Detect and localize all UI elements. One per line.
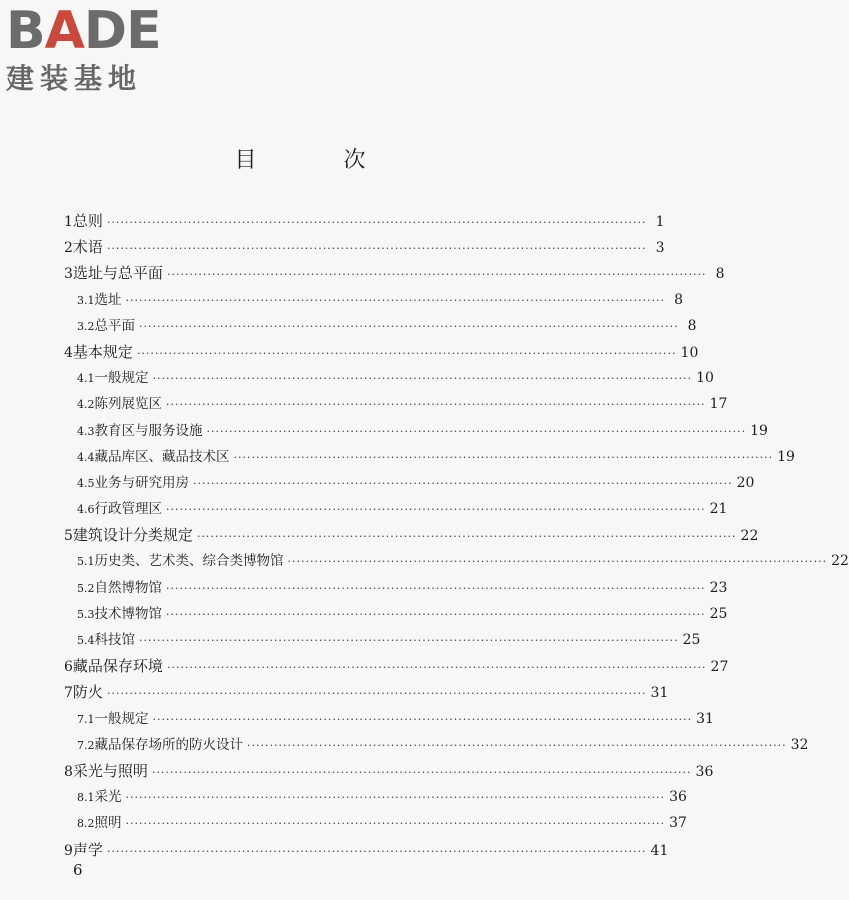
toc-entry-page: 21 (709, 501, 728, 518)
toc-entry-page: 31 (696, 710, 714, 727)
toc-leader-dots: ························································································································ (151, 765, 692, 779)
toc-entry-label: 一般规定 (94, 370, 149, 387)
toc-entry (64, 234, 665, 260)
toc-entry-number: 6 (64, 659, 73, 676)
toc-entry-label: 行政管理区 (94, 501, 162, 518)
toc-entry-number: 5 (64, 528, 73, 545)
logo-wordmark (6, 1, 181, 61)
toc-entry-page: 23 (709, 579, 728, 596)
page-title: 目 次 (234, 148, 406, 173)
toc-entry-label: 科技馆 (94, 632, 135, 648)
toc-entry-page: 8 (715, 266, 725, 283)
toc-entry-label: 采光与照明 (72, 761, 148, 780)
toc-entry-number: 8 (64, 763, 73, 780)
toc-entry (64, 706, 714, 732)
page-number: 6 (73, 861, 83, 879)
toc-entry-page: 36 (669, 789, 687, 806)
toc-leader-dots: ························································································································ (287, 555, 828, 569)
toc-leader-dots: ························································································································ (166, 503, 706, 517)
toc-entry-number: 5.3 (77, 607, 95, 621)
toc-entry-number: 7.2 (77, 738, 95, 752)
toc-leader-dots: ························································································································ (125, 791, 666, 805)
toc-entry-number: 8.2 (77, 817, 95, 831)
toc-entry-number: 4.5 (77, 476, 95, 490)
toc-entry (64, 444, 795, 470)
toc-entry (64, 784, 687, 810)
toc-leader-dots: ························································································································ (247, 738, 787, 752)
toc-entry (64, 627, 701, 653)
toc-entry-number: 1 (64, 214, 73, 230)
table-of-contents (64, 208, 849, 863)
toc-entry-number: 5.1 (77, 555, 95, 569)
toc-entry-page: 22 (740, 528, 759, 545)
toc-leader-dots: ························································································································ (125, 817, 666, 831)
toc-leader-dots: ························································································································ (166, 661, 707, 675)
toc-entry-page: 37 (669, 815, 687, 832)
toc-entry-number: 7 (64, 685, 73, 702)
toc-entry-page: 22 (831, 553, 849, 570)
toc-entry-page: 27 (710, 659, 729, 676)
toc-entry (64, 548, 849, 574)
toc-entry-label: 藏品库区、藏品技术区 (94, 448, 230, 465)
toc-entry (64, 601, 728, 627)
toc-entry-number: 9 (64, 842, 73, 859)
toc-entry-number: 8.1 (77, 791, 95, 805)
toc-entry-page: 31 (650, 685, 669, 702)
toc-entry (64, 679, 669, 705)
toc-entry-label: 防火 (72, 683, 103, 702)
toc-entry-page: 17 (709, 396, 728, 413)
toc-entry-label: 采光 (94, 789, 122, 806)
toc-entry (64, 653, 729, 679)
toc-entry (64, 313, 697, 339)
toc-entry-number: 4.2 (77, 398, 95, 412)
toc-entry-page: 36 (695, 763, 714, 780)
toc-entry-number: 3 (64, 266, 73, 283)
toc-entry-label: 总平面 (94, 317, 135, 334)
toc-leader-dots: ························································································································ (152, 372, 693, 386)
toc-entry-number: 2 (64, 240, 73, 257)
toc-entry-label: 基本规定 (72, 342, 133, 361)
toc-entry (64, 418, 768, 444)
toc-entry (64, 208, 665, 234)
brand-logo (6, 1, 181, 99)
toc-entry-label: 业务与研究用房 (94, 474, 189, 491)
toc-entry-label: 声学 (72, 840, 103, 859)
toc-leader-dots: ························································································································ (139, 319, 679, 333)
toc-entry-page: 1 (655, 214, 665, 230)
toc-entry (64, 758, 714, 784)
toc-leader-dots: ························································································································ (196, 530, 737, 544)
toc-entry-page: 19 (750, 422, 768, 439)
toc-leader-dots: ························································································································ (233, 450, 774, 464)
toc-entry (64, 732, 809, 758)
toc-entry-label: 照明 (94, 815, 122, 832)
logo-letter: E (126, 1, 161, 61)
toc-entry (64, 810, 687, 836)
toc-entry-label: 一般规定 (94, 710, 149, 727)
toc-entry-label: 自然博物馆 (94, 579, 162, 596)
logo-subtitle: 建装基地 (6, 62, 143, 95)
toc-entry (64, 470, 755, 496)
toc-entry-number: 4.1 (77, 372, 95, 386)
toc-entry-label: 陈列展览区 (94, 396, 162, 413)
toc-entry-label: 选址 (94, 291, 122, 308)
toc-leader-dots: ························································································································ (206, 424, 747, 438)
toc-leader-dots: ························································································································ (166, 398, 706, 412)
toc-entry (64, 522, 759, 548)
toc-leader-dots: ························································································································ (166, 607, 706, 621)
logo-letter: B (6, 1, 45, 61)
toc-leader-dots: ························································································································ (106, 687, 647, 701)
toc-leader-dots: ························································································································ (166, 268, 707, 282)
toc-entry-label: 历史类、艺术类、综合类博物馆 (94, 553, 284, 570)
toc-leader-dots: ························································································································ (166, 581, 706, 595)
toc-entry (64, 260, 725, 286)
toc-entry-label: 技术博物馆 (94, 605, 162, 622)
toc-leader-dots: ························································································································ (106, 242, 647, 256)
toc-entry-label: 藏品保存场所的防火设计 (94, 736, 243, 753)
toc-entry (64, 575, 728, 601)
toc-entry-label: 藏品保存环境 (72, 657, 163, 676)
toc-leader-dots: ························································································································ (193, 476, 733, 490)
toc-leader-dots: ························································································································ (106, 844, 647, 858)
toc-entry (64, 339, 699, 365)
toc-entry (64, 365, 714, 391)
toc-entry-page: 10 (680, 344, 699, 361)
toc-leader-dots: ························································································································ (139, 634, 679, 647)
toc-entry-number: 7.1 (77, 712, 95, 726)
toc-leader-dots: ························································································································ (152, 712, 693, 726)
toc-leader-dots: ························································································································ (125, 293, 666, 307)
toc-entry-page: 10 (696, 370, 714, 387)
toc-entry-page: 8 (687, 317, 697, 334)
toc-entry (64, 391, 728, 417)
toc-entry-number: 4.6 (77, 503, 95, 517)
toc-entry-label: 建筑设计分类规定 (72, 526, 193, 545)
toc-entry-label: 教育区与服务设施 (94, 422, 203, 439)
toc-leader-dots: ························································································································ (136, 346, 677, 360)
toc-entry-number: 4.3 (77, 424, 95, 438)
toc-entry-label: 术语 (72, 238, 103, 257)
toc-entry-page: 32 (790, 736, 809, 753)
toc-entry-label: 选址与总平面 (72, 264, 163, 283)
toc-entry-page: 25 (709, 605, 728, 622)
toc-entry-page: 25 (682, 632, 701, 648)
toc-entry-number: 3.2 (77, 319, 95, 333)
toc-entry-page: 3 (655, 240, 665, 257)
toc-entry-number: 5.2 (77, 581, 95, 595)
toc-entry-label: 总则 (72, 212, 103, 230)
logo-letter: D (83, 1, 127, 61)
toc-entry-number: 4.4 (77, 450, 95, 464)
toc-leader-dots: ························································································································ (106, 216, 647, 229)
toc-entry (64, 496, 728, 522)
toc-entry-number: 3.1 (77, 293, 95, 307)
toc-entry-number: 5.4 (77, 634, 95, 647)
toc-entry-page: 8 (674, 291, 684, 308)
toc-entry-page: 19 (777, 448, 795, 465)
toc-entry-page: 20 (736, 474, 755, 491)
toc-entry-page: 41 (650, 842, 669, 859)
toc-entry-number: 4 (64, 344, 73, 361)
toc-entry (64, 287, 684, 313)
toc-entry (64, 837, 669, 863)
logo-letter-accent: A (44, 1, 84, 61)
